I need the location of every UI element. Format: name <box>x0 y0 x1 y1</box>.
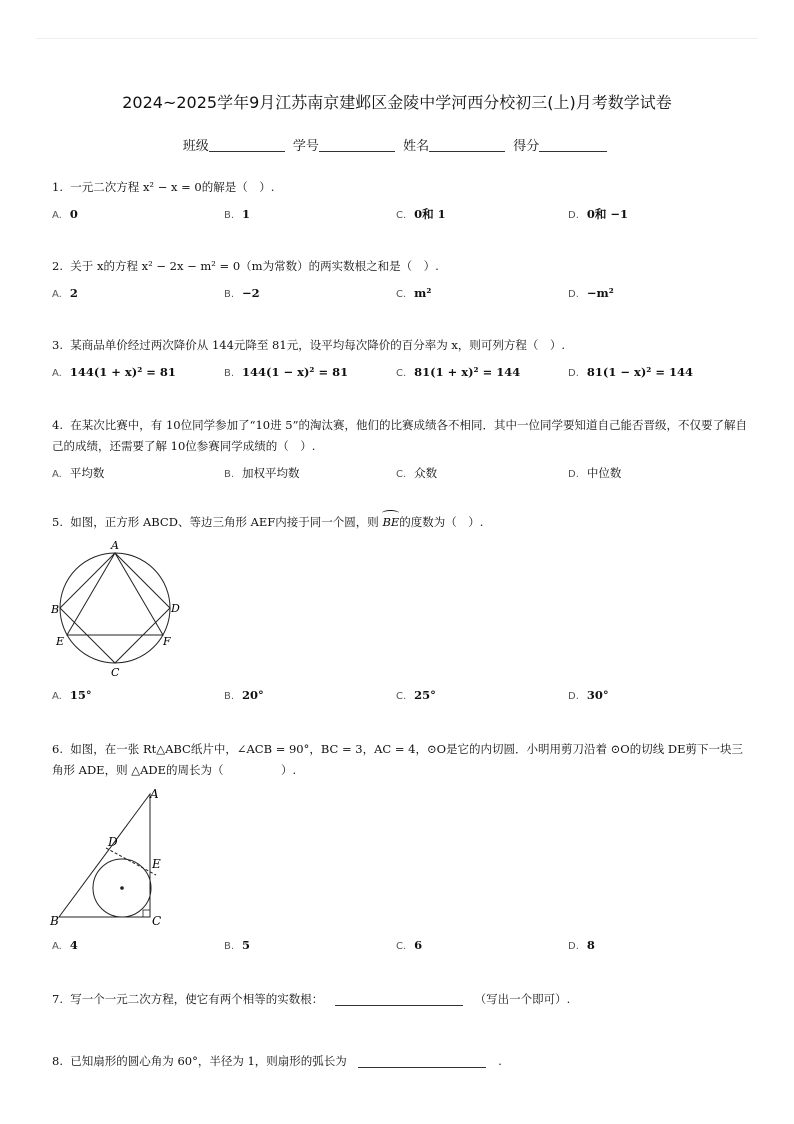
option-d[interactable]: D. 81(1 − x)² = 144 <box>568 365 693 379</box>
page-title: 2024~2025学年9月江苏南京建邺区金陵中学河西分校初三(上)月考数学试卷 <box>122 93 672 112</box>
options-row <box>52 204 752 224</box>
option-b[interactable]: B. 1 <box>224 207 251 221</box>
figure-square-triangle-in-circle <box>50 538 190 680</box>
field-name-label: 姓名 <box>403 139 430 154</box>
options-row <box>52 935 752 955</box>
question-3 <box>52 335 752 382</box>
option-c[interactable]: C. m² <box>396 286 432 300</box>
label-e: E <box>152 857 161 871</box>
field-class-blank[interactable] <box>209 139 285 152</box>
incircle-center <box>120 886 124 890</box>
arc-mark <box>382 510 399 516</box>
label-d: D <box>108 835 118 849</box>
question-5-options <box>52 685 752 705</box>
option-b[interactable]: B. 5 <box>224 938 251 952</box>
option-c[interactable]: C. 0和 1 <box>396 207 446 221</box>
field-name-blank[interactable] <box>429 139 505 152</box>
tangent-de <box>106 848 156 875</box>
option-c[interactable]: C. 6 <box>396 938 423 952</box>
option-b[interactable]: B. 加权平均数 <box>224 466 300 480</box>
question-6 <box>52 739 752 781</box>
options-row <box>52 283 752 303</box>
label-b: B <box>50 914 59 928</box>
answer-blank[interactable] <box>335 993 463 1006</box>
option-d[interactable]: D. 30° <box>568 688 609 702</box>
option-c[interactable]: C. 众数 <box>396 466 438 480</box>
label-f: F <box>163 635 171 648</box>
option-c[interactable]: C. 81(1 + x)² = 144 <box>396 365 521 379</box>
answer-blank[interactable] <box>358 1055 486 1068</box>
question-stem: 8. 已知扇形的圆心角为 60°，半径为 1，则扇形的弧长为 . <box>52 1054 502 1068</box>
triangle-aef <box>67 553 163 635</box>
option-a[interactable]: A. 0 <box>52 207 78 221</box>
question-stem: 6. 如图，在一张 Rt△ABC纸片中，∠ACB = 90°，BC = 3，AC = 4，⊙O是它的内切圆．小明用剪刀沿着 ⊙O的切线 DE剪下一块三角形 ADE，则 △ADE的周长为（ ）. <box>52 742 744 777</box>
label-d: D <box>171 602 180 615</box>
label-e: E <box>56 635 65 648</box>
question-6-options <box>52 935 752 955</box>
field-score-blank[interactable] <box>539 139 607 152</box>
option-d[interactable]: D. −m² <box>568 286 614 300</box>
question-5 <box>52 512 752 533</box>
triangle-abc <box>59 794 150 917</box>
question-8 <box>52 1051 752 1072</box>
question-stem: 7. 写一个一元二次方程，使它有两个相等的实数根： （写出一个即可）. <box>52 992 571 1006</box>
field-score-label: 得分 <box>513 139 540 154</box>
field-class-label: 班级 <box>182 139 209 154</box>
label-a: A <box>150 787 159 801</box>
option-c[interactable]: C. 25° <box>396 688 436 702</box>
label-c: C <box>111 666 120 679</box>
question-7 <box>52 989 752 1010</box>
options-row <box>52 362 752 382</box>
question-stem: 5. 如图，正方形 ABCD、等边三角形 AEF内接于同一个圆，则 BE的度数为（ ）. <box>52 512 752 533</box>
option-a[interactable]: A. 144(1 + x)² = 81 <box>52 365 176 379</box>
options-row <box>52 463 752 483</box>
option-a[interactable]: A. 平均数 <box>52 466 105 480</box>
options-row <box>52 685 752 705</box>
arc-label: BE <box>382 512 399 533</box>
option-a[interactable]: A. 15° <box>52 688 92 702</box>
option-b[interactable]: B. 144(1 − x)² = 81 <box>224 365 349 379</box>
field-id-blank[interactable] <box>319 139 395 152</box>
option-d[interactable]: D. 中位数 <box>568 466 622 480</box>
option-a[interactable]: A. 4 <box>52 938 78 952</box>
question-2 <box>52 256 752 303</box>
option-a[interactable]: A. 2 <box>52 286 78 300</box>
label-c: C <box>152 914 162 928</box>
student-info-row <box>0 135 794 154</box>
question-1 <box>52 177 752 224</box>
question-stem: 1. 一元二次方程 x² − x = 0的解是（ ）. <box>52 180 275 194</box>
square-abcd <box>60 553 170 663</box>
question-stem: 2. 关于 x的方程 x² − 2x − m² = 0（m为常数）的两实数根之和是（ ）. <box>52 259 439 273</box>
top-divider <box>36 38 758 39</box>
option-b[interactable]: B. 20° <box>224 688 264 702</box>
right-angle-mark <box>143 910 150 917</box>
question-4 <box>52 415 752 483</box>
question-stem: 4. 在某次比赛中，有 10位同学参加了“10进 5”的淘汰赛，他们的比赛成绩各不相同．其中一位同学要知道自己能否晋级，不仅要了解自己的成绩，还需要了解 10位参赛同学成绩的（ ）. <box>52 418 747 453</box>
field-id-label: 学号 <box>292 139 319 154</box>
figure-right-triangle-incircle <box>48 782 178 930</box>
label-b: B <box>51 603 60 616</box>
option-b[interactable]: B. −2 <box>224 286 260 300</box>
label-a: A <box>111 539 119 552</box>
question-stem: 3. 某商品单价经过两次降价从 144元降至 81元，设平均每次降价的百分率为 x，则可列方程（ ）. <box>52 338 565 352</box>
option-d[interactable]: D. 0和 −1 <box>568 207 629 221</box>
circumcircle <box>60 553 170 663</box>
option-d[interactable]: D. 8 <box>568 938 595 952</box>
